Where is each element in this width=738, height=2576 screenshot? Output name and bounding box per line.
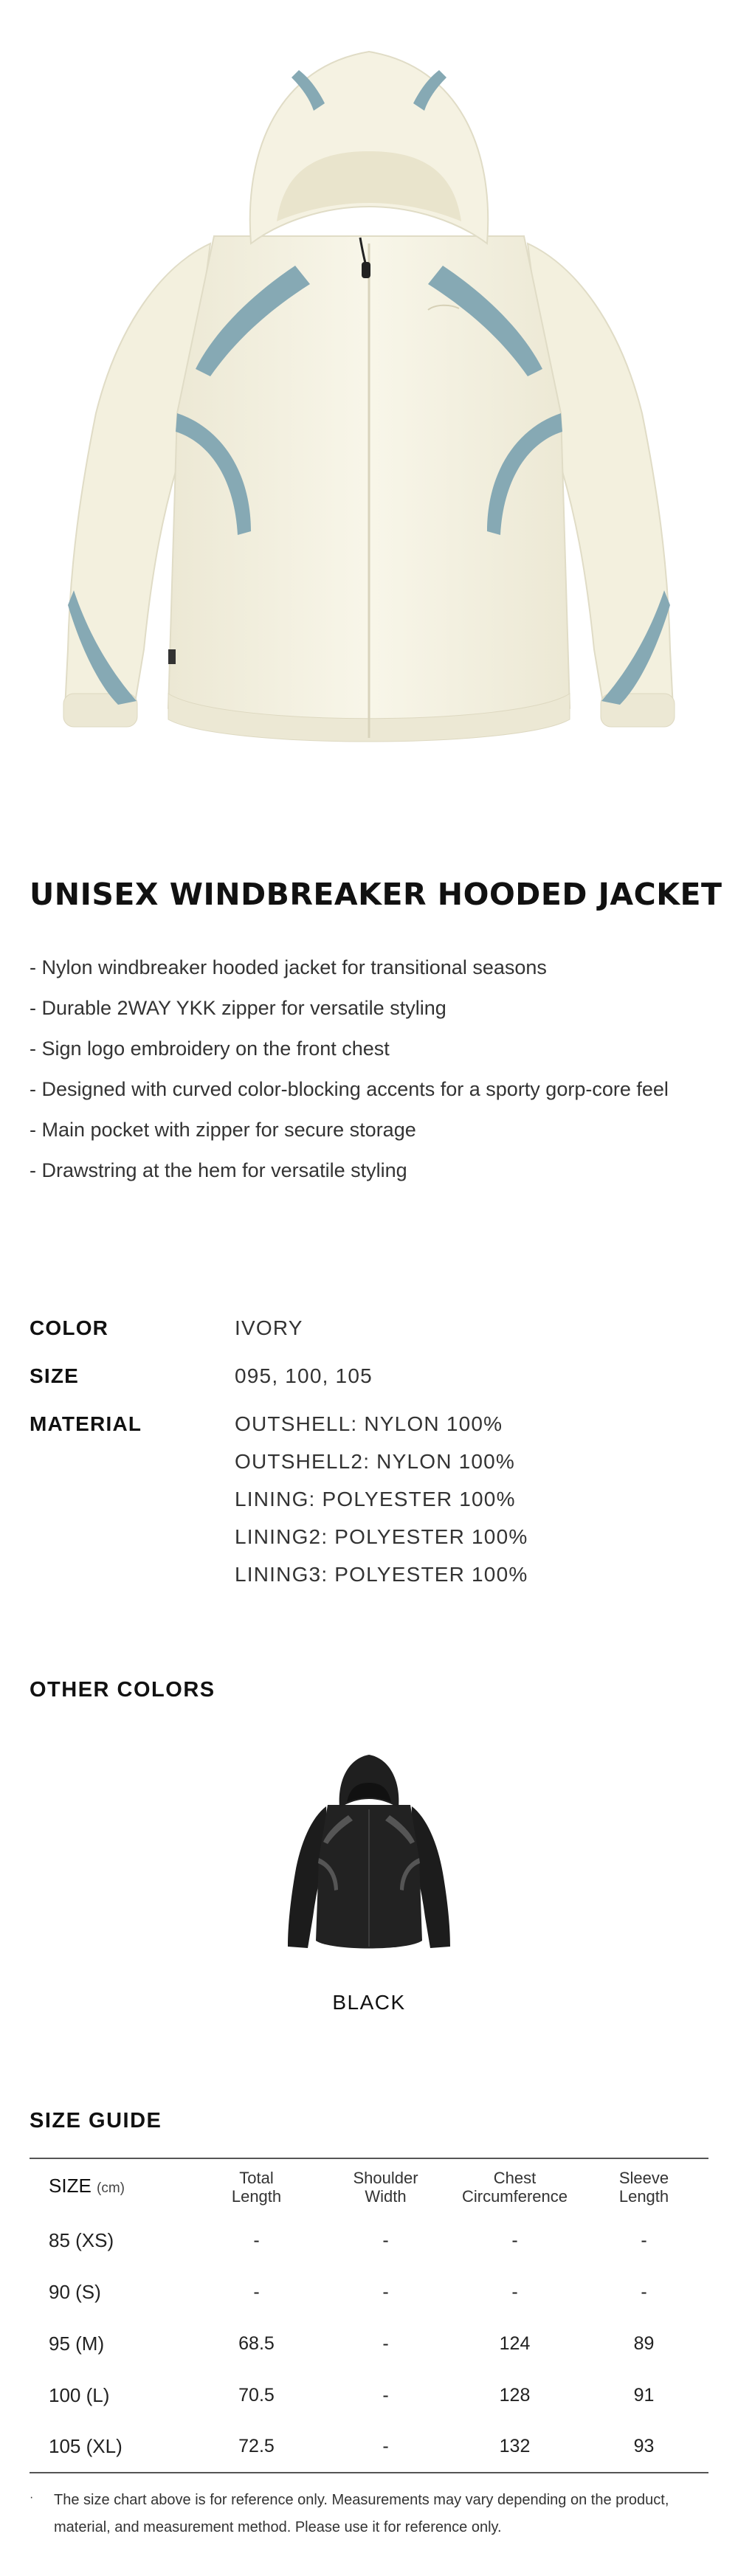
- header-line: Circumference: [461, 2186, 568, 2206]
- cell-chest: 132: [499, 2436, 531, 2456]
- header-chest: [450, 2158, 579, 2214]
- cell-chest: 128: [499, 2384, 531, 2406]
- color-name-black[interactable]: BLACK: [332, 1991, 406, 2014]
- cell-sleeve: -: [641, 2281, 647, 2302]
- cell-chest: -: [511, 2281, 518, 2302]
- header-line: Chest: [493, 2168, 537, 2187]
- header-line: Shoulder: [353, 2168, 418, 2187]
- cell-total-length: -: [253, 2229, 260, 2251]
- feature-item: - Nylon windbreaker hooded jacket for transitional seasons: [30, 956, 547, 978]
- spec-value-color: IVORY: [235, 1316, 303, 1339]
- header-total-length: [192, 2158, 321, 2214]
- feature-item: - Durable 2WAY YKK zipper for versatile styling: [30, 997, 446, 1019]
- spec-label-material: MATERIAL: [30, 1412, 142, 1435]
- header-sleeve: [579, 2158, 708, 2214]
- size-guide-table: [30, 2158, 708, 2473]
- header-size-label: SIZE: [49, 2174, 92, 2197]
- cell-total-length: -: [253, 2281, 260, 2302]
- cell-shoulder-width: -: [382, 2229, 389, 2251]
- note-bullet: ·: [30, 2491, 34, 2504]
- table-row: [30, 2214, 708, 2266]
- header-size: [30, 2158, 192, 2214]
- cell-size: 90 (S): [49, 2280, 101, 2303]
- table-row: [30, 2369, 708, 2421]
- feature-item: - Designed with curved color-blocking accents for a sporty gorp-core feel: [30, 1078, 669, 1100]
- feature-item: - Drawstring at the hem for versatile styling: [30, 1159, 407, 1181]
- header-line: Total: [239, 2168, 274, 2187]
- cell-sleeve: 91: [633, 2384, 655, 2406]
- product-title: UNISEX WINDBREAKER HOODED JACKET: [30, 877, 723, 912]
- cell-sleeve: 89: [633, 2332, 655, 2354]
- table-header-row: [30, 2158, 708, 2214]
- feature-item: - Main pocket with zipper for secure storage: [30, 1119, 416, 1141]
- material-item: OUTSHELL: NYLON 100%: [235, 1412, 503, 1435]
- cell-shoulder-width: -: [382, 2332, 389, 2354]
- feature-item: - Sign logo embroidery on the front chest: [30, 1037, 390, 1060]
- spec-label-color: COLOR: [30, 1316, 109, 1339]
- spec-label-size: SIZE: [30, 1364, 80, 1387]
- material-item: OUTSHELL2: NYLON 100%: [235, 1450, 516, 1473]
- header-line: Sleeve: [618, 2168, 669, 2187]
- note-text: The size chart above is for reference only. Measurements may vary depending on the product, material, and measurement method. Please use it for reference only.: [54, 2492, 669, 2535]
- cell-sleeve: 93: [633, 2436, 655, 2456]
- table-row: [30, 2318, 708, 2369]
- cell-shoulder-width: -: [382, 2436, 389, 2456]
- color-swatch-black-jacket[interactable]: [275, 1747, 463, 1961]
- cell-shoulder-width: -: [382, 2281, 389, 2302]
- other-colors-title: OTHER COLORS: [30, 1678, 215, 1702]
- cell-chest: -: [511, 2229, 518, 2251]
- feature-list: [30, 956, 669, 1200]
- header-line: Length: [231, 2186, 282, 2206]
- cell-chest: 124: [499, 2332, 531, 2354]
- header-line: Width: [365, 2186, 407, 2206]
- cell-total-length: 70.5: [238, 2384, 275, 2406]
- cell-total-length: 72.5: [238, 2436, 275, 2456]
- size-guide-note: [30, 2487, 708, 2541]
- cell-shoulder-width: -: [382, 2384, 389, 2406]
- table-row: [30, 2266, 708, 2318]
- header-unit: (cm): [97, 2180, 125, 2196]
- cell-size: 105 (XL): [49, 2435, 123, 2457]
- material-item: LINING3: POLYESTER 100%: [235, 1563, 528, 1586]
- cell-size: 85 (XS): [49, 2228, 114, 2251]
- cell-total-length: 68.5: [238, 2332, 275, 2354]
- cell-size: 95 (M): [49, 2332, 105, 2355]
- spec-value-size: 095, 100, 105: [235, 1364, 373, 1387]
- material-item: LINING2: POLYESTER 100%: [235, 1525, 528, 1548]
- table-row: [30, 2421, 708, 2473]
- material-item: LINING: POLYESTER 100%: [235, 1488, 516, 1510]
- cell-size: 100 (L): [49, 2383, 110, 2406]
- product-image-ivory-jacket: [0, 0, 738, 797]
- cell-sleeve: -: [641, 2229, 647, 2251]
- size-guide-title: SIZE GUIDE: [30, 2109, 162, 2133]
- header-line: Length: [618, 2186, 669, 2206]
- header-shoulder-width: [321, 2158, 450, 2214]
